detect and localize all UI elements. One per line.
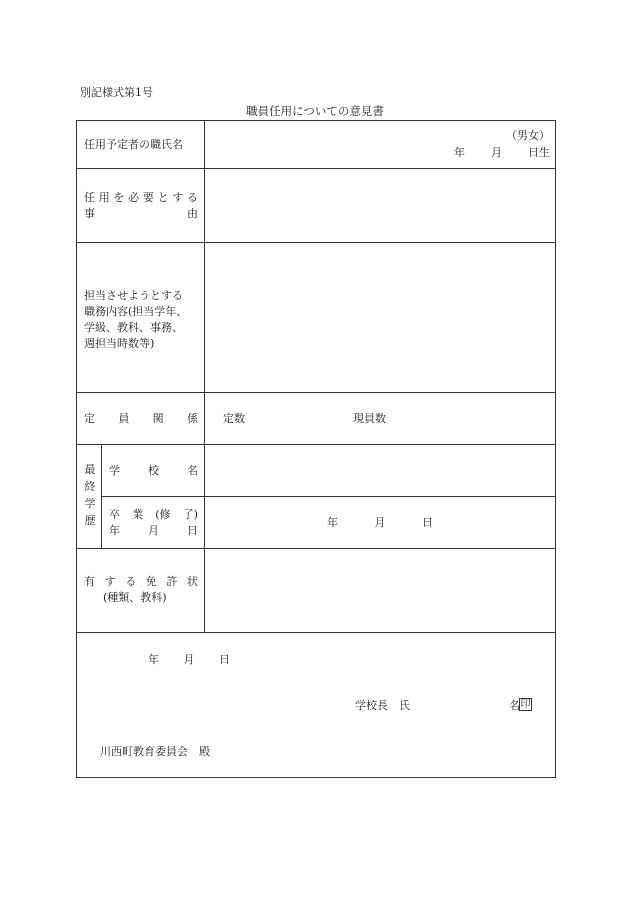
graduation-label-line2: 年 月 日 [109, 524, 198, 537]
column-divider [101, 444, 102, 548]
reason-label-line1: 任 用 を 必 要 と す る [84, 191, 198, 204]
birthdate-field: 年 月 日生 [454, 146, 550, 159]
addressee: 川西町教育委員会 殿 [100, 745, 210, 758]
graduation-date-field: 年 月 日 [327, 516, 433, 529]
final-education-group-label: 最 終 学 歴 [84, 463, 96, 527]
duties-label-line3: 学級、教科、事務、 [84, 321, 183, 334]
license-label-line2: (種類、教科) [103, 591, 167, 604]
duties-label-line2: 職務内容(担当学年、 [84, 305, 188, 318]
row-divider [77, 242, 555, 243]
document-title: 職員任用についての意見書 [246, 104, 384, 118]
footer-date: 年 月 日 [148, 653, 230, 666]
license-label-line1: 有 す る 免 許 状 [84, 575, 198, 588]
duties-label-line4: 週担当時数等) [84, 337, 155, 350]
staffing-label: 定 員 関 係 [84, 412, 198, 425]
fixed-count-label: 定数 [223, 412, 245, 425]
current-count-label: 現員数 [353, 412, 386, 425]
candidate-label: 任用予定者の職氏名 [84, 138, 183, 151]
reason-label-line2: 事 由 [84, 207, 198, 220]
seal-box: 印 [520, 699, 531, 710]
row-divider [77, 168, 555, 169]
column-divider [204, 121, 205, 632]
form-number-label: 別記様式第1号 [80, 86, 153, 99]
opinion-form-table [76, 120, 556, 778]
principal-name-label: 学校長 氏 [355, 699, 410, 712]
row-divider [77, 444, 555, 445]
duties-label-line1: 担当させようとする [84, 289, 183, 302]
row-divider [77, 392, 555, 393]
name-label: 名 [509, 699, 520, 712]
school-name-label: 学 校 名 [109, 464, 198, 477]
row-divider [77, 548, 555, 549]
gender-field: （ 男 女 ） [506, 129, 550, 142]
row-divider [77, 632, 555, 633]
row-divider [101, 496, 555, 497]
graduation-label-line1: 卒 業 (修 了) [109, 508, 198, 521]
